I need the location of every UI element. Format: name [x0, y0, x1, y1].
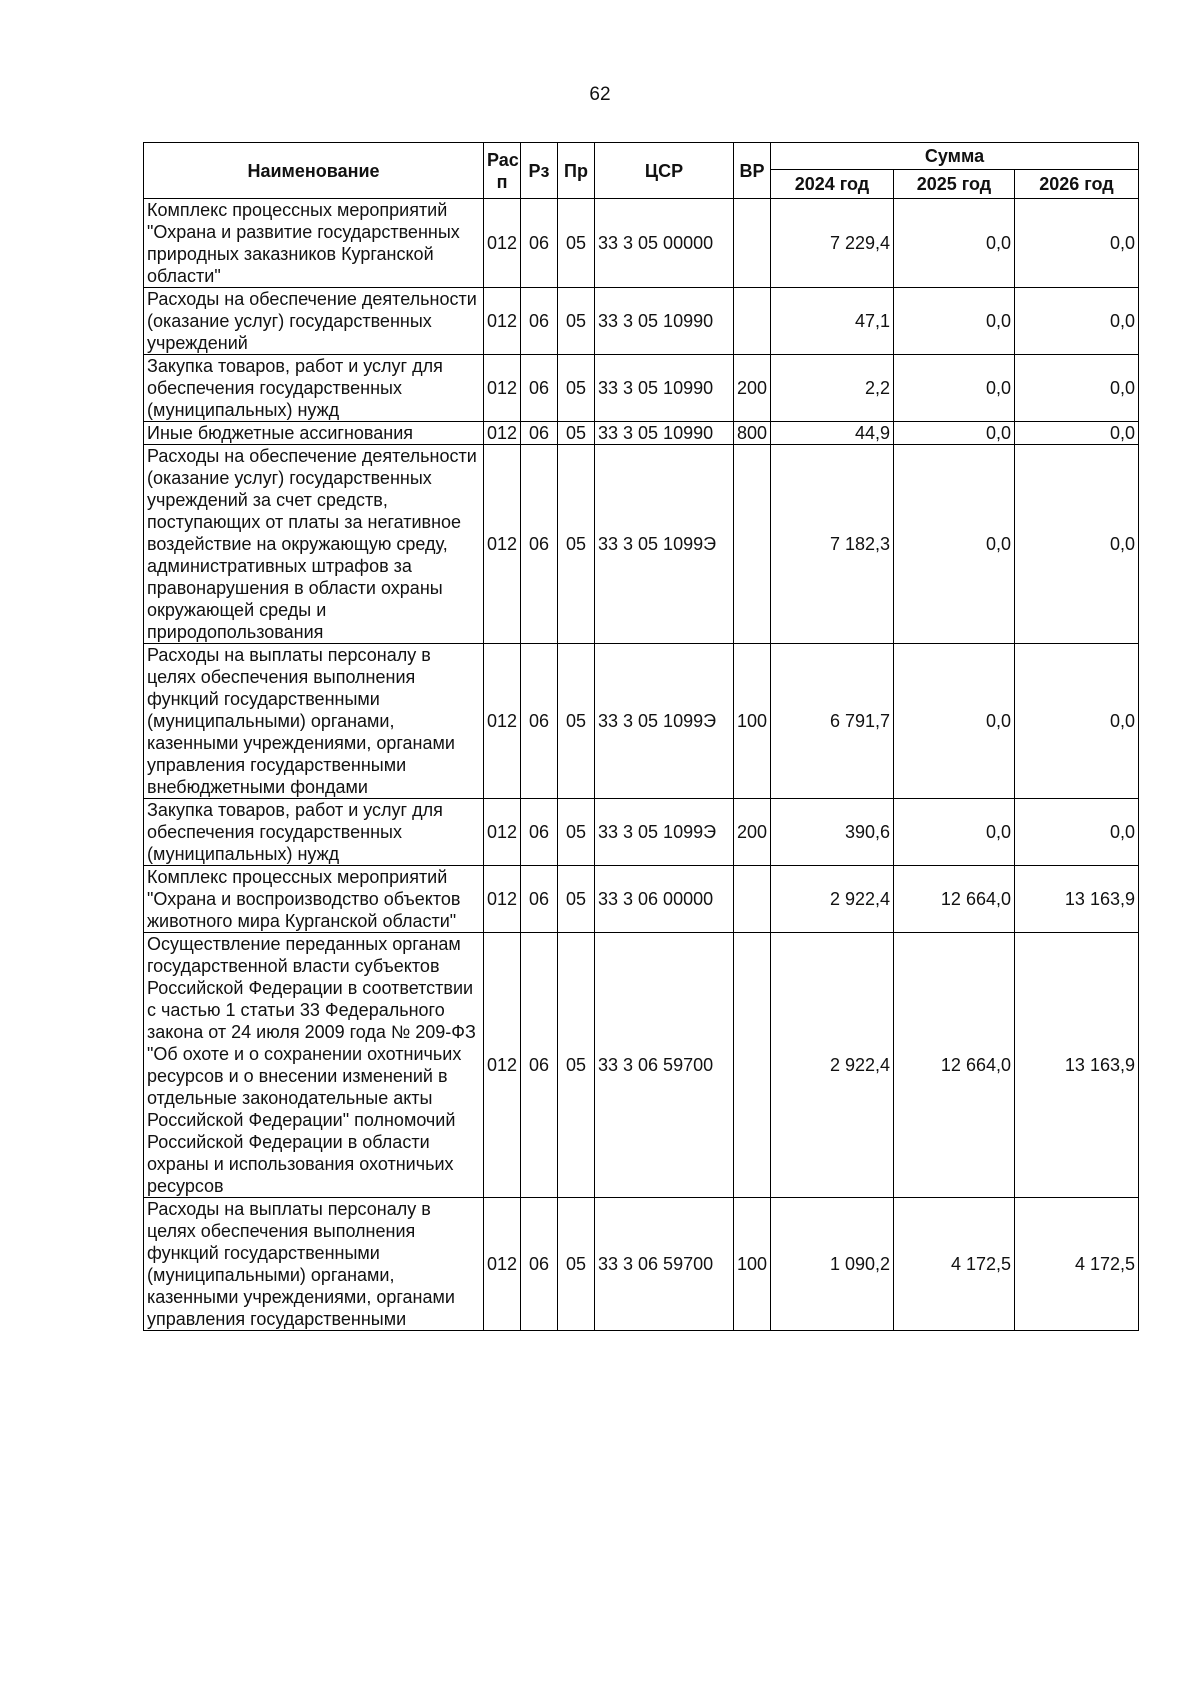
row-vr — [734, 445, 771, 644]
table-row — [144, 933, 1139, 1198]
row-2025: 0,0 — [894, 422, 1015, 445]
row-rasp: 012 — [484, 445, 521, 644]
row-2024: 47,1 — [771, 288, 894, 355]
row-csr: 33 3 05 10990 — [595, 355, 734, 422]
row-rz: 06 — [521, 799, 558, 866]
row-vr — [734, 199, 771, 288]
row-2025: 0,0 — [894, 355, 1015, 422]
row-pr: 05 — [558, 355, 595, 422]
table-row — [144, 422, 1139, 445]
page-number: 62 — [589, 84, 611, 105]
row-pr: 05 — [558, 422, 595, 445]
row-rasp: 012 — [484, 933, 521, 1198]
row-vr: 100 — [734, 644, 771, 799]
header-2025: 2025 год — [894, 170, 1015, 199]
row-2024: 2 922,4 — [771, 866, 894, 933]
row-vr — [734, 288, 771, 355]
row-name: Иные бюджетные ассигнования — [144, 422, 484, 445]
row-rz: 06 — [521, 355, 558, 422]
row-rz: 06 — [521, 445, 558, 644]
header-csr: ЦСР — [595, 143, 734, 199]
table-row — [144, 199, 1139, 288]
row-rasp: 012 — [484, 799, 521, 866]
row-vr: 200 — [734, 799, 771, 866]
row-name: Расходы на обеспечение деятельности (оказание услуг) государственных учреждений — [144, 288, 484, 355]
row-2025: 0,0 — [894, 799, 1015, 866]
row-2026: 0,0 — [1015, 355, 1139, 422]
row-2024: 7 182,3 — [771, 445, 894, 644]
row-pr: 05 — [558, 866, 595, 933]
row-rz: 06 — [521, 933, 558, 1198]
row-rasp: 012 — [484, 199, 521, 288]
row-2025: 12 664,0 — [894, 933, 1015, 1198]
header-pr: Пр — [558, 143, 595, 199]
row-rz: 06 — [521, 288, 558, 355]
row-csr: 33 3 05 00000 — [595, 199, 734, 288]
row-name: Закупка товаров, работ и услуг для обеспечения государственных (муниципальных) нужд — [144, 799, 484, 866]
row-vr — [734, 866, 771, 933]
header-rz: Рз — [521, 143, 558, 199]
row-rz: 06 — [521, 644, 558, 799]
row-2026: 0,0 — [1015, 644, 1139, 799]
row-pr: 05 — [558, 933, 595, 1198]
row-rz: 06 — [521, 422, 558, 445]
row-2025: 12 664,0 — [894, 866, 1015, 933]
row-csr: 33 3 05 10990 — [595, 422, 734, 445]
row-name: Закупка товаров, работ и услуг для обеспечения государственных (муниципальных) нужд — [144, 355, 484, 422]
row-csr: 33 3 06 59700 — [595, 933, 734, 1198]
row-csr: 33 3 06 59700 — [595, 1198, 734, 1331]
header-row — [144, 143, 1139, 170]
header-2026: 2026 год — [1015, 170, 1139, 199]
header-vr: ВР — [734, 143, 771, 199]
row-name: Комплекс процессных мероприятий "Охрана и воспроизводство объектов животного мира Курганской области" — [144, 866, 484, 933]
row-vr: 100 — [734, 1198, 771, 1331]
row-rasp: 012 — [484, 644, 521, 799]
row-pr: 05 — [558, 288, 595, 355]
row-2026: 0,0 — [1015, 445, 1139, 644]
row-2025: 4 172,5 — [894, 1198, 1015, 1331]
row-2025: 0,0 — [894, 199, 1015, 288]
header-name: Наименование — [144, 143, 484, 199]
row-rz: 06 — [521, 866, 558, 933]
row-rz: 06 — [521, 199, 558, 288]
row-pr: 05 — [558, 445, 595, 644]
row-vr: 800 — [734, 422, 771, 445]
row-pr: 05 — [558, 799, 595, 866]
row-2026: 0,0 — [1015, 799, 1139, 866]
table-row — [144, 1198, 1139, 1331]
row-2024: 2,2 — [771, 355, 894, 422]
row-2025: 0,0 — [894, 445, 1015, 644]
row-vr: 200 — [734, 355, 771, 422]
row-2026: 13 163,9 — [1015, 866, 1139, 933]
row-2024: 1 090,2 — [771, 1198, 894, 1331]
row-rasp: 012 — [484, 422, 521, 445]
row-rasp: 012 — [484, 288, 521, 355]
row-vr — [734, 933, 771, 1198]
row-2024: 7 229,4 — [771, 199, 894, 288]
row-2024: 6 791,7 — [771, 644, 894, 799]
row-csr: 33 3 05 10990 — [595, 288, 734, 355]
row-2024: 2 922,4 — [771, 933, 894, 1198]
row-name: Осуществление переданных органам государственной власти субъектов Российской Федерации в соответствии с частью 1 статьи 33 Федерального закона от 24 июля 2009 года № 209-ФЗ "Об охоте и о сохранении охотничьих ресурсов и о внесении изменений в отдельные законодательные акты Российской Федерации" полномочий Российской Федерации в области охраны и использования охотничьих ресурсов — [144, 933, 484, 1198]
row-2025: 0,0 — [894, 288, 1015, 355]
row-rz: 06 — [521, 1198, 558, 1331]
row-pr: 05 — [558, 644, 595, 799]
table-row — [144, 866, 1139, 933]
row-2026: 0,0 — [1015, 199, 1139, 288]
row-csr: 33 3 06 00000 — [595, 866, 734, 933]
row-csr: 33 3 05 1099Э — [595, 799, 734, 866]
row-name: Расходы на обеспечение деятельности (оказание услуг) государственных учреждений за счет средств, поступающих от платы за негативное воздействие на окружающую среду, административных штрафов за правонарушения в области охраны окружающей среды и природопользования — [144, 445, 484, 644]
row-csr: 33 3 05 1099Э — [595, 644, 734, 799]
row-2026: 4 172,5 — [1015, 1198, 1139, 1331]
table-row — [144, 355, 1139, 422]
row-rasp: 012 — [484, 1198, 521, 1331]
header-2024: 2024 год — [771, 170, 894, 199]
table-row — [144, 799, 1139, 866]
row-rasp: 012 — [484, 866, 521, 933]
row-2024: 44,9 — [771, 422, 894, 445]
budget-table — [143, 142, 1139, 1331]
row-pr: 05 — [558, 199, 595, 288]
row-csr: 33 3 05 1099Э — [595, 445, 734, 644]
row-name: Расходы на выплаты персоналу в целях обеспечения выполнения функций государственными (муниципальными) органами, казенными учреждениями, органами управления государственными внебюджетными фондами — [144, 644, 484, 799]
row-name: Комплекс процессных мероприятий "Охрана и развитие государственных природных заказников Курганской области" — [144, 199, 484, 288]
row-rasp: 012 — [484, 355, 521, 422]
row-2026: 0,0 — [1015, 422, 1139, 445]
table-row — [144, 445, 1139, 644]
table-row — [144, 644, 1139, 799]
header-sum: Сумма — [771, 143, 1139, 170]
row-name: Расходы на выплаты персоналу в целях обеспечения выполнения функций государственными (муниципальными) органами, казенными учреждениями, органами управления государственными — [144, 1198, 484, 1331]
row-2026: 0,0 — [1015, 288, 1139, 355]
row-2026: 13 163,9 — [1015, 933, 1139, 1198]
header-rasp: Рас п — [484, 143, 521, 199]
table-row — [144, 288, 1139, 355]
row-pr: 05 — [558, 1198, 595, 1331]
row-2024: 390,6 — [771, 799, 894, 866]
row-2025: 0,0 — [894, 644, 1015, 799]
